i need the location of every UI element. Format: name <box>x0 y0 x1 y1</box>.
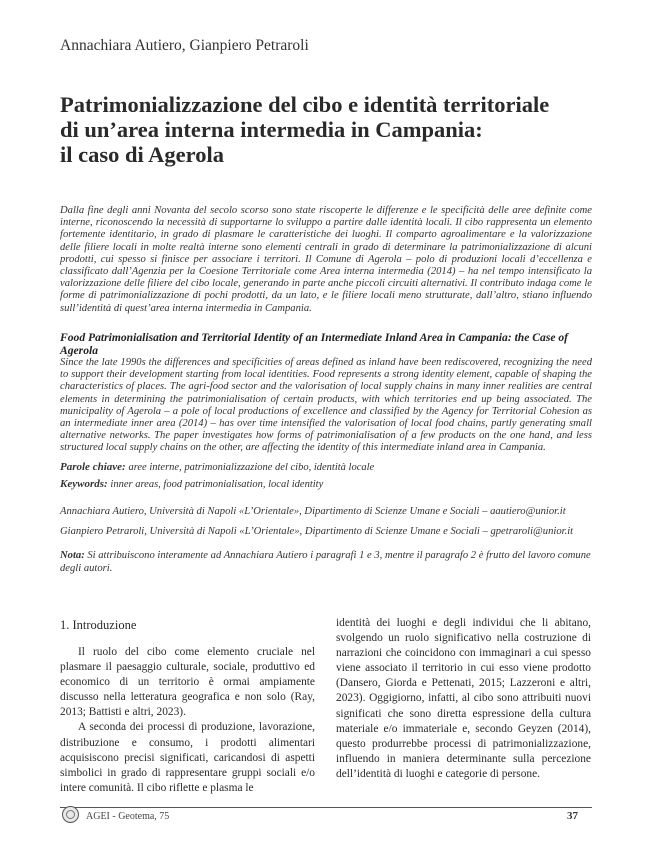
title-line: Patrimonializzazione del cibo e identità territoriale <box>60 92 550 117</box>
keywords-value: aree interne, patrimonializzazione del cibo, identità locale <box>128 462 375 473</box>
footer-divider <box>60 807 592 808</box>
section-heading: 1. Introduzione <box>60 618 137 632</box>
journal-name: AGEI - Geotema, 75 <box>86 811 170 822</box>
keywords-value: inner areas, food patrimonialisation, local identity <box>110 479 324 490</box>
english-title: Food Patrimonialisation and Territorial Identity of an Intermediate Inland Area in Campania: the Case of Agerola <box>60 331 569 357</box>
note-label: Nota: <box>60 550 85 561</box>
paragraph: Il ruolo del cibo come elemento cruciale nel plasmare il paesaggio culturale, sociale, produttivo ed economico di un territorio è ormai ampiamente discusso nella letteratura geografica e non solo (Ray, 2013; Battisti e altri, 2023). <box>60 646 315 719</box>
article-title <box>60 92 600 167</box>
keywords-label: Parole chiave: <box>60 461 126 473</box>
abstract-english: Since the late 1990s the differences and specificities of areas defined as inland have been rediscovered, recognizing the need to support their development starting from local identities. Food represents a strong identity element, capable of shaping the characteristics of places. The agri-food sector and the valorisation of local supply chains in many inner realities are central elements in determining the patrimonialisation of certain products, with which territories end up being associated. The municipality of Agerola – a pole of local productions of excellence and classified by the Agency for Territorial Cohesion as an intermediate inner area (2014) – has over time intensified the valorisation of local food chains, partly generating small alternative networks. The paper investigates how forms of patrimonialisation of a few products on the one hand, and less structured local supply chains on the other, are affecting the identity of this intermediate inland area in Campania. <box>60 357 592 454</box>
authors: Annachiara Autiero, Gianpiero Petraroli <box>60 37 309 54</box>
page-number: 37 <box>567 810 578 822</box>
note-text: Si attribuiscono interamente ad Annachiara Autiero i paragrafi 1 e 3, mentre il paragrafo 2 è frutto del lavoro comune degli autori. <box>60 550 591 574</box>
keywords-english <box>60 478 592 490</box>
note <box>60 550 592 575</box>
right-column <box>336 616 591 782</box>
left-column <box>60 645 315 796</box>
journal-logo-inner <box>66 810 75 819</box>
affiliation-1: Annachiara Autiero, Università di Napoli «L’Orientale», Dipartimento di Scienze Umane e Sociali – aautiero@unior.it <box>60 506 566 517</box>
title-line: di un’area interna intermedia in Campania: <box>60 117 483 142</box>
paragraph: A seconda dei processi di produzione, lavorazione, distribuzione e consumo, i prodotti alimentari acquisiscono precisi significati, caricandosi di aspetti simbolici in grado di rappresentare gruppi sociali e/o intere comunità. Il cibo riflette e plasma le <box>60 721 315 794</box>
title-line: il caso di Agerola <box>60 142 224 167</box>
keywords-label: Keywords: <box>60 478 108 490</box>
abstract-italian: Dalla fine degli anni Novanta del secolo scorso sono state riscoperte le differenze e le specificità delle aree definite come interne, riconoscendo la necessità di supportarne lo sviluppo a partire dalle identità locali. Il cibo rappresenta un elemento fortemente identitario, in grado di plasmare le caratteristiche dei luoghi. Il comparto agroalimentare e la valorizzazione delle filiere locali in molte realtà interne sono elementi centrali in grado di determinare la patrimonializzazione di alcuni prodotti, cui spesso si finisce per associare i territori. Il Comune di Agerola – polo di produzioni locali d’eccellenza e classificato dall’Agenzia per la Coesione Territoriale come Area interna intermedia (2014) – ha nel tempo intensificato la valorizzazione delle filiere del cibo locale, generando in parte anche piccoli circuiti alternativi. Il contributo indaga come le forme di patrimonializzazione di pochi prodotti, da un lato, e le filiere locali meno strutturate, dall’altro, stiano influendo sull’identità di quest’area interna intermedia in Campania. <box>60 205 592 314</box>
affiliation-2: Gianpiero Petraroli, Università di Napoli «L’Orientale», Dipartimento di Scienze Umane e Sociali – gpetraroli@unior.it <box>60 526 574 537</box>
keywords-italian <box>60 461 592 473</box>
paragraph: identità dei luoghi e degli individui che li abitano, svolgendo un ruolo significativo nella costruzione di narrazioni che coincidono con immaginari a cui spesso viene associato il territorio in cui esso viene prodotto (Dansero, Giorda e Pettenati, 2015; Lazzeroni e altri, 2023). Oggigiorno, infatti, al cibo sono attribuiti nuovi significati che sono diretta espressione della cultura materiale e/o immateriale e, secondo Geyzen (2014), questo produrrebbe processi di patrimonializzazione, influendo in maniera determinante sulla percezione dell’identità di luoghi e categorie di persone. <box>336 617 591 780</box>
